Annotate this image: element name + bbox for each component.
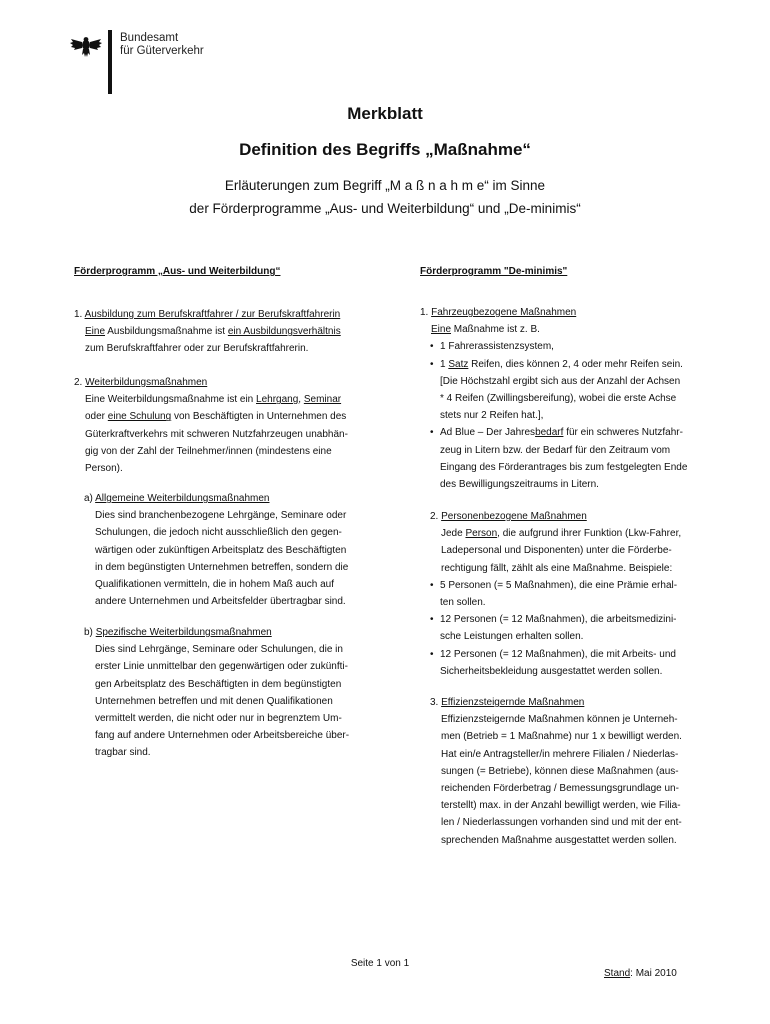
text-fragment: Ad Blue – Der Jahres [440, 427, 536, 439]
section-number: 1. [74, 309, 83, 320]
bullet-icon: • [430, 648, 434, 660]
text-line: fang auf andere Unternehmen oder Arbeitsbereiche über- [95, 730, 350, 742]
text-fragment: Eine [85, 326, 106, 338]
text-line: len / Niederlassungen vorhanden sind und mit der ent- [441, 817, 682, 829]
bullet-icon: • [430, 614, 434, 626]
bullet-icon: • [430, 579, 434, 591]
text-line: zum Berufskraftfahrer oder zur Berufskraftfahrerin. [85, 343, 309, 355]
text-fragment: von Beschäftigten in Unternehmen des [171, 411, 347, 423]
text-fragment: bedarf [535, 427, 564, 439]
text-line: tragbar sind. [95, 747, 151, 759]
left-section-2b [84, 624, 349, 762]
text-line: * 4 Reifen (Zwillingsbereifung), wobei die erste Achse [440, 393, 677, 405]
subsection-label: b) [84, 627, 93, 638]
text-line: Person). [85, 463, 123, 475]
intro-line-1: Erläuterungen zum Begriff „M a ß n a h m e“ im Sinne [224, 178, 546, 193]
text-line: Unternehmen betreffen und mit denen Qualifikationen [95, 695, 333, 707]
section-number: 2. [74, 377, 83, 388]
text-fragment: Lehrgang [256, 394, 299, 406]
bullet-icon: • [430, 358, 434, 370]
text-line: des Bewilligungszeitraums in Litern. [440, 479, 599, 491]
text-line: in dem begünstigten Unternehmen betreffen, sondern die [95, 561, 349, 573]
text-fragment: eine Schulung [107, 411, 172, 423]
page-number: Seite 1 von 1 [350, 958, 410, 969]
intro-line-2: der Förderprogramme „Aus- und Weiterbildung“ und „De-minimis“ [189, 201, 581, 216]
section-number: 1. [420, 307, 429, 318]
section-number: 2. [430, 511, 439, 522]
section-title: Effizienzsteigernde Maßnahmen [441, 697, 585, 708]
subsection-title: Allgemeine Weiterbildungsmaßnahmen [95, 493, 270, 504]
left-section-2a [84, 490, 348, 610]
list-item [430, 338, 687, 355]
text-fragment: oder [85, 411, 108, 423]
text-line: Schulungen, die jedoch nicht ausschließlich den gegen- [95, 527, 342, 539]
text-line: vermittelt werden, die nicht oder nur in begrenztem Um- [95, 713, 342, 725]
text-line: Ladepersonal und Disponenten) unter die Förderbe- [441, 545, 672, 557]
text-fragment: Ausbildungsmaßnahme ist [105, 326, 228, 338]
stand-label: Stand [604, 968, 631, 979]
left-section-2 [74, 374, 348, 477]
text-line: zeug in Litern bzw. der Bedarf für den Zeitraum vom [440, 444, 671, 456]
text-fragment: ein Ausbildungsverhältnis [227, 326, 341, 338]
left-section-1 [74, 306, 341, 358]
list-item [430, 577, 681, 594]
text-line: men (Betrieb = 1 Maßnahme) nur 1 x bewilligt werden. [441, 731, 682, 743]
text-fragment: Reifen, dies können 2, 4 oder mehr Reifen sein. [468, 358, 683, 370]
text-line: Güterkraftverkehrs mit schweren Nutzfahrzeugen unabhän- [85, 428, 348, 440]
text-fragment: Satz [448, 358, 469, 370]
list-item [430, 424, 687, 441]
list-item [430, 646, 681, 663]
agency-line-2: für Güterverkehr [120, 45, 204, 57]
text-line: Eingang des Förderantrages bis zum festgelegten Ende [440, 461, 688, 473]
document-date [604, 968, 677, 979]
text-fragment: für ein schweres Nutzfahr- [563, 427, 683, 439]
agency-line-1: Bundesamt [120, 32, 179, 44]
section-title: Personenbezogene Maßnahmen [441, 511, 587, 522]
text-fragment: 5 Personen (= 5 Maßnahmen), die eine Prämie erhal- [440, 579, 678, 591]
text-line: wärtigen oder zukünftigen Arbeitsplatz des Beschäftigten [95, 544, 347, 556]
bullet-icon: • [430, 341, 434, 353]
section-number: 3. [430, 697, 439, 708]
document-subtitle: Definition des Begriffs „Maßnahme“ [239, 140, 531, 159]
text-fragment: Maßnahme ist z. B. [451, 324, 540, 336]
text-line: sprechenden Maßnahme ausgestattet werden sollen. [441, 834, 677, 846]
text-fragment: Jede [441, 528, 466, 540]
text-fragment: Seminar [303, 394, 342, 406]
text-line: terstellt) max. in der Anzahl bewilligt werden, wie Filia- [441, 800, 681, 812]
text-line: Effizienzsteigernde Maßnahmen können je Unterneh- [441, 714, 678, 726]
agency-name [120, 32, 204, 58]
text-line: [Die Höchstzahl ergibt sich aus der Anzahl der Achsen [440, 375, 681, 387]
text-line: stets nur 2 Reifen hat.], [440, 410, 544, 422]
text-fragment: 12 Personen (= 12 Maßnahmen), die arbeitsmedizini- [440, 614, 677, 626]
text-fragment: 1 [440, 358, 449, 370]
bullet-icon: • [430, 427, 434, 439]
right-section-2 [430, 508, 681, 680]
section-title: Ausbildung zum Berufskraftfahrer / zur Berufskraftfahrerin [84, 309, 341, 320]
stand-value: : Mai 2010 [630, 968, 677, 979]
text-line: erster Linie unmittelbar den gegenwärtigen oder zukünfti- [95, 661, 348, 673]
right-section-1 [420, 304, 687, 493]
text-fragment: 12 Personen (= 12 Maßnahmen), die mit Arbeits- und [440, 648, 676, 660]
list-item [430, 356, 687, 373]
text-line: Dies sind Lehrgänge, Seminare oder Schulungen, die in [95, 644, 343, 656]
left-column-heading: Förderprogramm „Aus- und Weiterbildung“ [74, 266, 281, 277]
text-line: Sicherheitsbekleidung ausgestattet werden sollen. [440, 665, 663, 677]
text-line: gen Arbeitsplatz des Beschäftigten in dem begünstigten [95, 678, 342, 690]
right-section-3 [430, 694, 682, 849]
text-line: Hat ein/e Antragsteller/in mehrere Filialen / Niederlas- [441, 748, 679, 760]
text-line: rechtigung fällt, zählt als eine Maßnahme. Beispiele: [441, 562, 673, 574]
text-fragment: , die aufgrund ihrer Funktion (Lkw-Fahrer, [497, 528, 682, 540]
right-column-heading: Förderprogramm "De-minimis" [420, 266, 568, 277]
subsection-title: Spezifische Weiterbildungsmaßnahmen [95, 627, 272, 638]
text-line: reichenden Förderbetrag / Bemessungsgrundlage un- [441, 783, 679, 795]
text-fragment: Eine [431, 324, 452, 336]
text-line: sungen (= Betriebe), können diese Maßnahmen (aus- [441, 765, 679, 777]
section-title: Fahrzeugbezogene Maßnahmen [431, 307, 577, 318]
text-line: gig von der Zahl der Teilnehmer/innen (mindestens eine [85, 445, 332, 457]
text-fragment: Eine Weiterbildungsmaßnahme ist ein [85, 394, 257, 406]
subsection-label: a) [84, 493, 93, 504]
text-fragment: Person [465, 528, 498, 540]
text-line: Dies sind branchenbezogene Lehrgänge, Seminare oder [95, 510, 347, 522]
text-line: andere Unternehmen und Arbeitsfelder übertragbar sind. [95, 596, 346, 608]
text-fragment: 1 Fahrerassistenzsystem, [440, 341, 554, 353]
text-line: Qualifikationen vermitteln, die in hohem Maß auch auf [95, 579, 335, 591]
section-title: Weiterbildungsmaßnahmen [85, 377, 208, 388]
list-item [430, 611, 681, 628]
header-divider [108, 30, 112, 94]
text-line: ten sollen. [440, 597, 486, 609]
document-title: Merkblatt [347, 104, 423, 123]
federal-eagle-logo-icon [70, 36, 102, 60]
text-line: sche Leistungen erhalten sollen. [440, 631, 584, 643]
text-fragment: , [298, 394, 304, 406]
